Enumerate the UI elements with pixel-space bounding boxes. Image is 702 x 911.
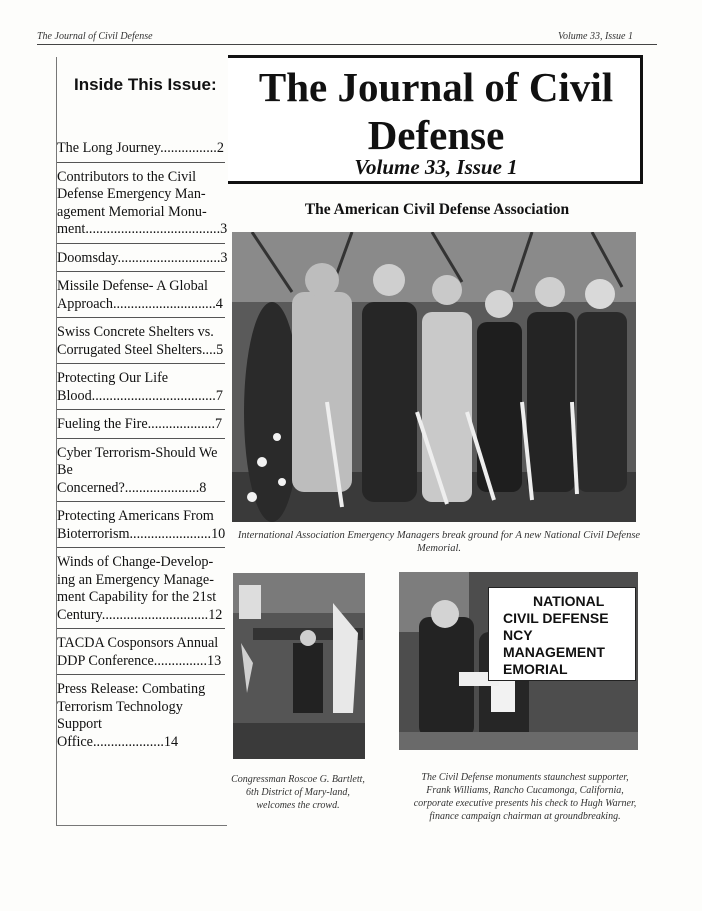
toc-item[interactable]: The Long Journey................2	[57, 136, 225, 163]
table-of-contents	[57, 136, 228, 755]
toc-item[interactable]: Fueling the Fire...................7	[57, 410, 225, 439]
sign-line-4: EMORIAL	[503, 661, 568, 677]
sign-line-2: CIVIL DEFENSE	[503, 610, 609, 626]
header-rule	[37, 44, 657, 45]
toc-item[interactable]: Missile Defense- A Global Approach.............................4	[57, 272, 225, 318]
running-header-right: Volume 33, Issue 1	[558, 31, 633, 42]
groundbreaking-photo-art	[232, 232, 636, 522]
association-heading: The American Civil Defense Association	[304, 201, 570, 218]
toc-item[interactable]: Cyber Terrorism-Should We Be Concerned?.....................8	[57, 439, 225, 503]
congressman-photo-art	[233, 573, 365, 759]
toc-item[interactable]: Contributors to the Civil Defense Emergency Man-agement Memorial Monu-ment......................................3	[57, 163, 225, 244]
running-header-left: The Journal of Civil Defense	[37, 31, 153, 42]
masthead-volume: Volume 33, Issue 1	[354, 155, 518, 179]
left-photo-caption: Congressman Roscoe G. Bartlett, 6th District of Mary-land, welcomes the crowd.	[231, 774, 365, 811]
memorial-sign	[488, 587, 636, 681]
groundbreaking-photo	[232, 232, 636, 522]
sign-line-1: NATIONAL	[533, 593, 605, 609]
masthead-title-line1: The Journal of Civil	[258, 64, 614, 110]
toc-item[interactable]: Swiss Concrete Shelters vs. Corrugated Steel Shelters....5	[57, 318, 225, 364]
toc-item[interactable]: TACDA Cosponsors Annual DDP Conference...............13	[57, 629, 225, 675]
toc-item[interactable]: Protecting Our Life Blood...................................7	[57, 364, 225, 410]
congressman-photo	[233, 573, 365, 759]
masthead-title	[228, 63, 644, 159]
masthead-title-line2: Defense	[367, 112, 505, 158]
sidebar-title: Inside This Issue:	[74, 75, 217, 94]
toc-item[interactable]: Press Release: Combating Terrorism Technology Support Office....................14	[57, 681, 206, 750]
right-photo-caption: The Civil Defense monuments staunchest supporter, Frank Williams, Rancho Cucamonga, California, corporate executive presents his check to Hugh Warner, finance campaign chairman at groundbreaking.	[413, 772, 637, 822]
sign-line-3: NCY MANAGEMENT	[503, 627, 605, 660]
main-photo-caption: International Association Emergency Managers break ground for A new National Civil Defense Memorial.	[237, 530, 641, 554]
toc-item[interactable]: Doomsday.............................3	[57, 244, 225, 273]
toc-item[interactable]: Protecting Americans From Bioterrorism.......................10	[57, 502, 225, 548]
toc-item[interactable]: Winds of Change-Develop-ing an Emergency Manage-ment Capability for the 21st Century..............................12	[57, 548, 225, 629]
